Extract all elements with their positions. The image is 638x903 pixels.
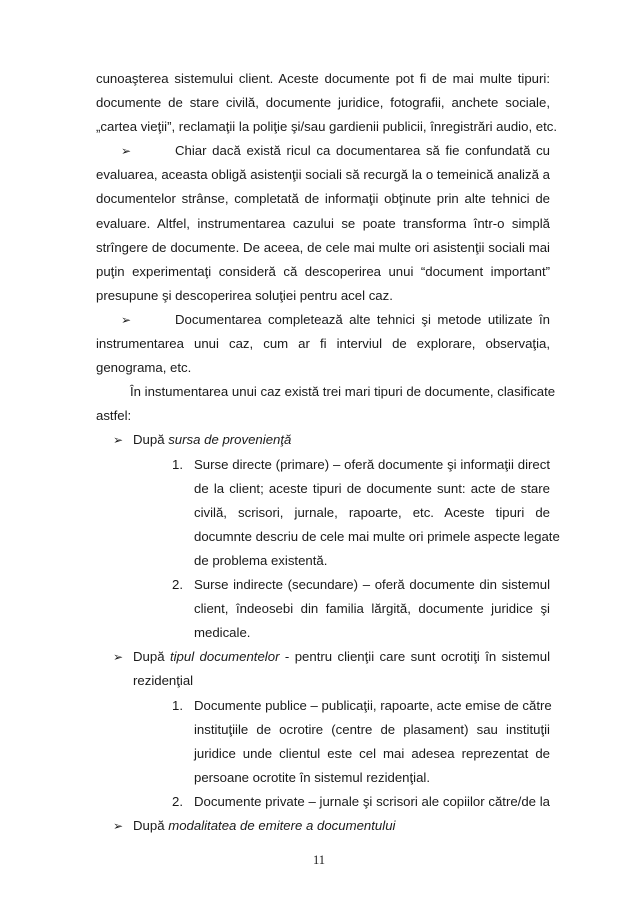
arrow-bullet-icon: ➢ [113,433,124,448]
list-number: 1. [172,697,183,713]
text-line: În instumentarea unui caz există trei mari tipuri de documente, clasificate [130,384,556,400]
page-number: 11 [312,853,326,867]
heading-italic: modalitatea de emitere a documentului [168,818,396,833]
arrow-bullet-icon: ➢ [121,312,132,327]
text-line: juridice unde clientul este cel mai adesea reprezentat de [194,745,550,761]
text-line: evaluare. Altfel, instrumentarea cazului se poate transforma într-o simplă [96,215,550,231]
text-line: Surse indirecte (secundare) – oferă documente din sistemul [194,577,550,593]
text-line: Chiar dacă există ricul ca documentarea să fie confundată cu [175,143,550,159]
list-number: 2. [172,793,183,809]
text-line: strîngere de documente. De aceea, de cele mai multe ori asistenţii sociali mai [96,239,550,255]
text-line: Documentarea completează alte tehnici şi metode utilizate în [175,311,550,327]
heading-prefix: După [133,432,169,448]
text-line: Surse directe (primare) – oferă documente şi informaţii direct [194,456,550,472]
list-number: 1. [172,456,183,472]
text-line: de la client; aceste tipuri de documente sunt: acte de stare [194,480,550,496]
heading-prefix: După [133,649,170,665]
text-line: puţin experimentaţi consideră că descoperirea unui “document important” [96,263,550,279]
text-line: medicale. [194,625,251,641]
text-line: documnte descriu de cele mai multe ori primele aspecte legate [194,528,560,544]
text-line: genograma, etc. [96,360,192,376]
text-line: presupune şi descoperirea soluţiei pentru acel caz. [96,287,393,303]
text-line: instrumentarea unui caz, cum ar fi interviul de explorare, observaţia, [96,336,550,352]
text-line: astfel: [96,408,132,424]
text-line: civilă, scrisori, jurnale, rapoarte, etc. Aceste tipuri de [194,504,550,520]
text-line: de problema existentă. [194,552,328,568]
arrow-bullet-icon: ➢ [113,819,124,833]
list-heading [133,649,550,665]
text-line: Documente private – jurnale şi scrisori ale copiilor către/de la [194,793,550,809]
text-line: instituţiile de ocrotire (centre de plasament) sau instituţii [194,721,550,737]
list-heading [133,432,291,448]
list-number: 2. [172,577,183,593]
text-line: persoane ocrotite în sistemul rezidenţial. [194,769,431,785]
text-line: evaluarea, aceasta obligă asistenţii sociali să recurgă la o temeinică analiză a [96,167,550,183]
arrow-bullet-icon: ➢ [121,144,132,159]
heading-italic: sursa de provenienţă [168,432,292,448]
text-line: rezidenţial [133,673,194,689]
text-line: client, îndeosebi din familia lărgită, documente juridice şi [194,601,550,617]
list-heading [133,818,395,834]
heading-suffix: - pentru clienţii care sunt ocrotiţi în sistemul [279,649,550,665]
text-line: documente de stare civilă, documente juridice, fotografii, anchete sociale, [96,95,550,111]
text-line: Documente publice – publicaţii, rapoarte, acte emise de către [194,697,552,713]
heading-prefix: După [133,818,169,833]
arrow-bullet-icon: ➢ [113,650,124,665]
text-line: cunoaşterea sistemului client. Aceste documente pot fi de mai multe tipuri: [96,71,550,86]
text-line: documentelor strânse, completată de informaţii obţinute prin alte tehnici de [96,191,550,207]
heading-italic: tipul documentelor [169,649,280,665]
text-line: „cartea vieţii”, reclamaţii la poliţie şi/sau gardienii publicii, înregistrări audio, etc. [96,119,558,135]
